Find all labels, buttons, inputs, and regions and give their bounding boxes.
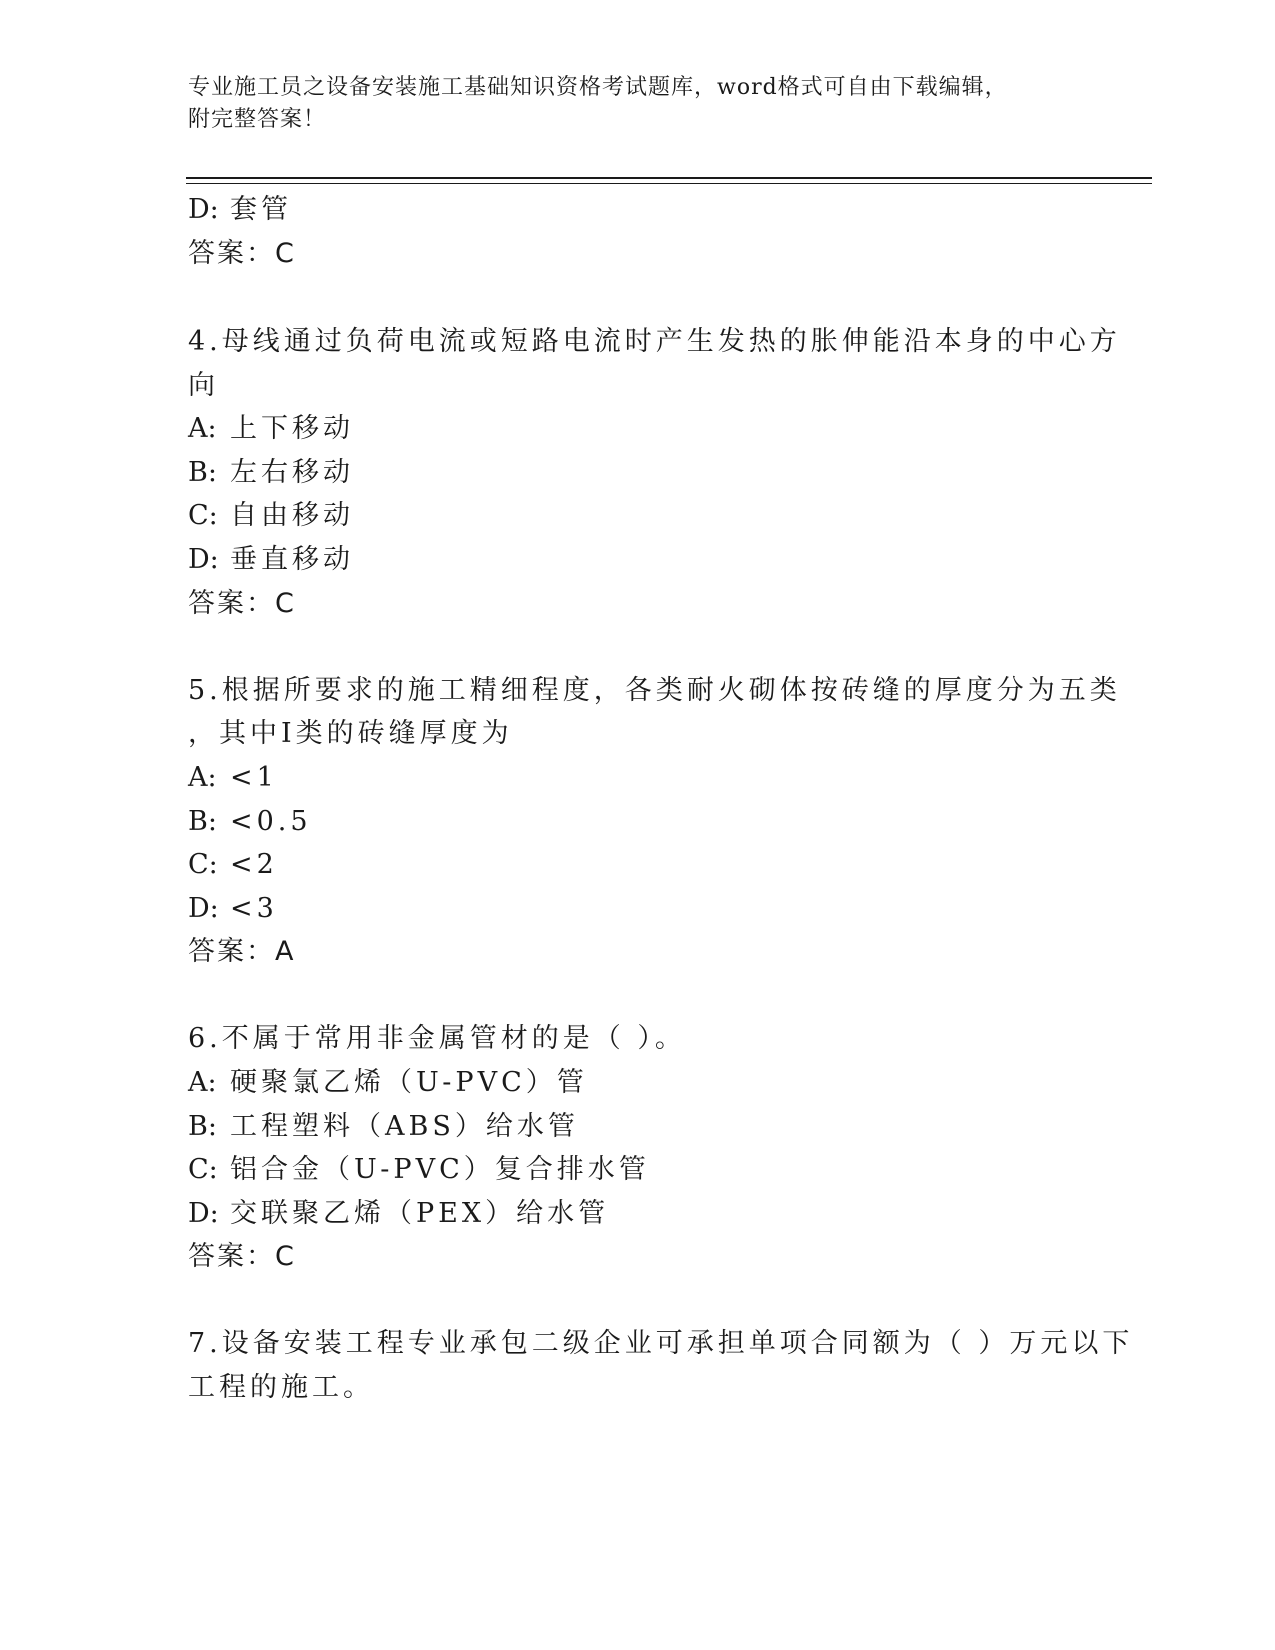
- q5-option-c: [188, 847, 278, 883]
- option-letter: C:: [188, 1154, 218, 1185]
- q5-stem-line-1: 5.根据所要求的施工精细程度，各类耐火砌体按砖缝的厚度分为五类: [188, 675, 1121, 706]
- q5-answer: 答案：A: [188, 936, 296, 967]
- option-text: 自由移动: [230, 500, 354, 531]
- header-title-line-1: 专业施工员之设备安装施工基础知识资格考试题库，word格式可自由下载编辑，: [188, 75, 1008, 100]
- option-text: 硬聚氯乙烯（U-PVC）管: [230, 1067, 588, 1098]
- q7-stem-line-1: 7.设备安装工程专业承包二级企业可承担单项合同额为（ ）万元以下: [188, 1328, 1134, 1359]
- option-letter: B:: [188, 1111, 217, 1142]
- q4-option-a: [188, 411, 354, 447]
- option-letter: D:: [188, 1198, 219, 1229]
- page-header: [188, 72, 1068, 136]
- q5-stem-line-2: ，其中Ⅰ类的砖缝厚度为: [188, 718, 513, 749]
- option-letter: A:: [188, 762, 217, 793]
- q6-stem-line-1: 6.不属于常用非金属管材的是（ ）。: [188, 1023, 686, 1054]
- q5-option-b: [188, 804, 312, 840]
- option-text: <2: [230, 849, 278, 880]
- q3-option-d: [188, 192, 292, 228]
- q4-option-b: [188, 455, 354, 491]
- option-letter: A:: [188, 1067, 217, 1098]
- q6-option-c: [188, 1152, 650, 1188]
- q4-option-d: [188, 542, 354, 578]
- q4-option-c: [188, 498, 354, 534]
- q6-option-a: [188, 1065, 588, 1101]
- option-letter: D:: [188, 544, 219, 575]
- option-letter: B:: [188, 806, 217, 837]
- option-text: 铝合金（U-PVC）复合排水管: [230, 1154, 650, 1185]
- option-letter: C:: [188, 849, 218, 880]
- q4-stem-line-1: 4.母线通过负荷电流或短路电流时产生发热的胀伸能沿本身的中心方: [188, 326, 1121, 357]
- option-letter: D:: [188, 194, 219, 225]
- option-letter: D:: [188, 893, 219, 924]
- header-divider-thick: [186, 177, 1152, 179]
- option-text: 垂直移动: [230, 544, 354, 575]
- q5-option-a: [188, 760, 278, 796]
- q5-option-d: [188, 891, 278, 927]
- q6-answer: 答案：C: [188, 1241, 296, 1272]
- header-title-line-2: 附完整答案！: [188, 107, 327, 132]
- option-text: <3: [230, 893, 278, 924]
- q4-stem-line-2: 向: [188, 370, 219, 401]
- option-letter: A:: [188, 413, 217, 444]
- option-text: 左右移动: [230, 457, 354, 488]
- option-letter: C:: [188, 500, 218, 531]
- option-text: 工程塑料（ABS）给水管: [230, 1111, 579, 1142]
- q6-option-d: [188, 1196, 609, 1232]
- q6-option-b: [188, 1109, 579, 1145]
- option-text: 交联聚乙烯（PEX）给水管: [230, 1198, 610, 1229]
- option-text: 套管: [230, 194, 292, 225]
- option-text: <1: [230, 762, 278, 793]
- option-letter: B:: [188, 457, 217, 488]
- q4-answer: 答案：C: [188, 588, 296, 619]
- option-text: <0.5: [230, 806, 312, 837]
- q7-stem-line-2: 工程的施工。: [188, 1372, 374, 1403]
- option-text: 上下移动: [230, 413, 354, 444]
- q3-answer: 答案：C: [188, 238, 296, 269]
- header-divider-thin: [186, 183, 1152, 184]
